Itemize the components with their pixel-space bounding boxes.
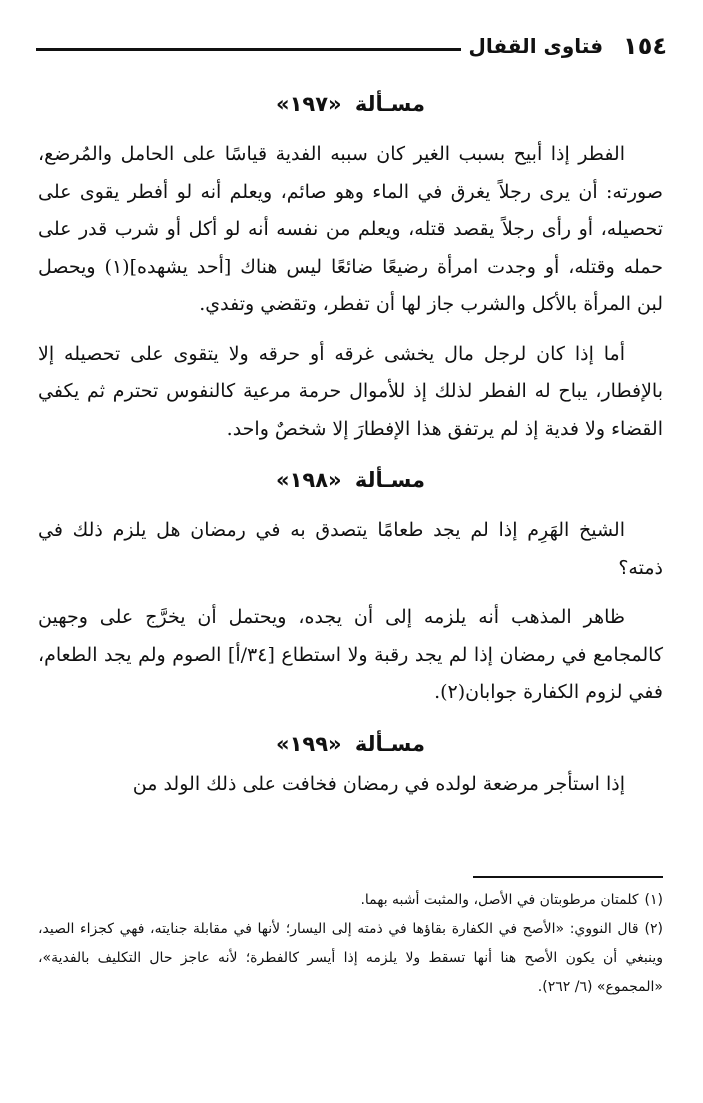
paragraph: ظاهر المذهب أنه يلزمه إلى أن يجده، ويحتمل أن يخرَّج على وجهين كالمجامع في رمضان إذا لم يجد رقبة ولا استطاع [٣٤/أ] الصوم ولم يجد الطعام، ففي لزوم الكفارة جوابان(٢).	[38, 606, 663, 703]
issue-heading-198	[38, 458, 663, 502]
footnote-2	[38, 915, 663, 1002]
footnote-marker: (٢)	[644, 921, 663, 937]
footnotes	[38, 876, 663, 1002]
paragraph: الشيخ الهَرِم إذا لم يجد طعامًا يتصدق به في رمضان هل يلزم ذلك في ذمته؟	[38, 519, 663, 579]
footnote-1	[38, 886, 663, 915]
footnote-text: كلمتان مرطوبتان في الأصل، والمثبت أشبه بهما.	[360, 892, 639, 908]
paragraph: الفطر إذا أبيح بسبب الغير كان سببه الفدية قياسًا على الحامل والمُرضع، صورته: أن يرى رجلاً يغرق في الماء وهو صائم، ويعلم أنه لو أفطر يقوى على تحصيله، أو رأى رجلاً يقصد قتله، ويعلم من نفسه أنه لو أكل أو شرب قدر على حمله وقتله، أو وجدت امرأة رضيعًا ضائعًا ليس هناك [أحد يشهده](١) ويحصل لبن المرأة بالأكل والشرب جاز لها أن تفطر، وتقضي وتفدي.	[38, 143, 663, 315]
issue-heading-number: «١٩٧»	[276, 92, 342, 116]
page-header	[36, 26, 667, 66]
issue-heading-199	[38, 722, 663, 766]
issue-heading-197	[38, 82, 663, 126]
main-text	[38, 82, 663, 803]
issue-heading-word: مسـألة	[354, 731, 425, 756]
running-title: فتاوى القفال	[468, 34, 604, 58]
page-number: ١٥٤	[623, 32, 667, 60]
footnote-rule	[473, 876, 663, 878]
issue-heading-word: مسـألة	[354, 92, 425, 116]
paragraph: إذا استأجر مرضعة لولده في رمضان فخافت على ذلك الولد من	[132, 772, 625, 795]
issue-heading-number: «١٩٩»	[276, 731, 342, 756]
issue-heading-word: مسـألة	[354, 468, 425, 492]
footnote-marker: (١)	[644, 892, 663, 908]
paragraph: أما إذا كان لرجل مال يخشى غرقه أو حرقه ولا يتقوى على تحصيله إلا بالإفطار، يباح له الفطر لذلك إذ للأموال حرمة مرعية كالنفوس تحترم ثم يكفي القضاء ولا فدية إذ لم يرتفق هذا الإفطارَ إلا شخصٌ واحد.	[38, 342, 663, 440]
footnote-text: قال النووي: «الأصح في الكفارة بقاؤها في ذمته إلى اليسار؛ لأنها في مقابلة جنايته، فهي كجزاء الصيد، وينبغي أن يكون الأصح هنا أنها تسقط ولا يلزمه إذا أيسر كالفطرة؛ لأنه عاجز حال التكليف بالفدية»، «المجموع» (٦/ ٢٦٢).	[38, 921, 663, 995]
header-rule	[36, 48, 461, 51]
issue-heading-number: «١٩٨»	[276, 468, 342, 492]
